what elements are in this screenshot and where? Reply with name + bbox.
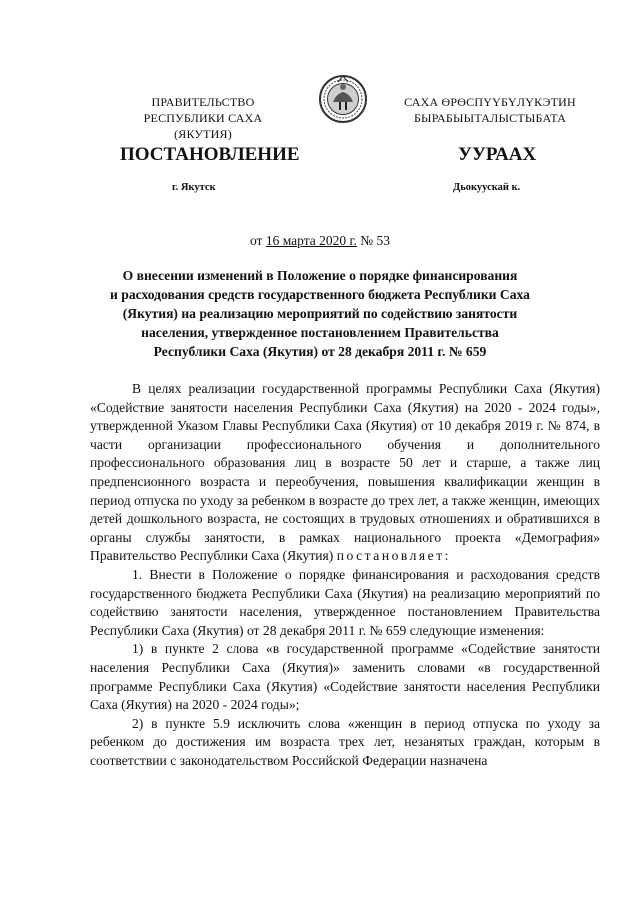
- header-right-line1: САХА ӨРӨСПҮҮБҮЛҮКЭТИН: [404, 95, 576, 109]
- header-right-block: [380, 94, 600, 126]
- header-left-block: [118, 94, 288, 142]
- resolves-word: постановляет:: [336, 548, 451, 564]
- header-left-line2: РЕСПУБЛИКИ САХА (ЯКУТИЯ): [143, 111, 263, 141]
- document-title: [70, 266, 570, 361]
- document-date-line: [0, 233, 640, 249]
- sakha-coat-of-arms-icon: [318, 72, 368, 126]
- body-paragraph-item-1: 1. Внести в Положение о порядке финансирования и расходования средств государственного бюджета Республики Саха (Якутия) на реализацию мероприятий по содействию занятости населения, утвержденное постановлением Правительства Республики Саха (Якутия) от 28 декабря 2011 г. № 659 следующие изменения:: [90, 566, 600, 638]
- body-paragraph-subitem-1: 1) в пункте 2 слова «в государственной программе «Содействие занятости населения Республики Саха (Якутия)» заменить словами «в государственной программе Республики Саха (Якутия) «Содействие занятости населения Республики Саха (Якутия) на 2020 - 2024 годы»;: [90, 641, 600, 713]
- date-prefix: от: [249, 233, 266, 248]
- doc-kind-yakut: УУРААХ: [458, 144, 537, 165]
- city-russian: г. Якутск: [172, 182, 216, 193]
- body-paragraph-subitem-2: 2) в пункте 5.9 исключить слова «женщин в период отпуска по уходу за ребенком до достижения им возраста трех лет, незанятых граждан, которым в соответствии с законодательством Российской Федерации назначена: [90, 715, 600, 768]
- doc-kind-russian: ПОСТАНОВЛЕНИЕ: [120, 144, 300, 165]
- document-date: 16 марта 2020 г.: [265, 233, 357, 248]
- document-body: [90, 380, 600, 770]
- header-left-line1: ПРАВИТЕЛЬСТВО: [151, 95, 255, 109]
- header-right-line2: БЫРАБЫЫТАЛЫСТЫБАТА: [413, 111, 567, 125]
- title-line: О внесении изменений в Положение о порядке финансирования: [122, 268, 518, 283]
- title-line: (Якутия) на реализацию мероприятий по содействию занятости: [122, 306, 518, 321]
- title-line: населения, утвержденное постановлением Правительства: [141, 325, 499, 340]
- title-line: и расходования средств государственного бюджета Республики Саха: [110, 287, 530, 302]
- city-yakut: Дьокуускай к.: [453, 182, 521, 193]
- title-line: Республики Саха (Якутия) от 28 декабря 2011 г. № 659: [153, 344, 487, 359]
- body-paragraph-preamble: [90, 380, 600, 566]
- document-number: № 53: [356, 233, 391, 248]
- preamble-text: В целях реализации государственной программы Республики Саха (Якутия) «Содействие занятости населения Республики Саха (Якутия) на 2020 - 2024 годы», утвержденной Указом Главы Республики Саха (Якутия) от 10 декабря 2019 г. № 874, в части организации профессионального обучения и дополнительного профессионального образования лиц в возрасте 50 лет и старше, а также лиц предпенсионного возраста и переобучения, повышения квалификации женщин в период отпуска по уходу за ребенком в возрасте до трех лет, а также женщин, имеющих детей дошкольного возраста, не состоящих в трудовых отношениях и обратившихся в органы службы занятости, в рамках национального проекта «Демография» Правительство Республики Саха (Якутия): [90, 381, 600, 564]
